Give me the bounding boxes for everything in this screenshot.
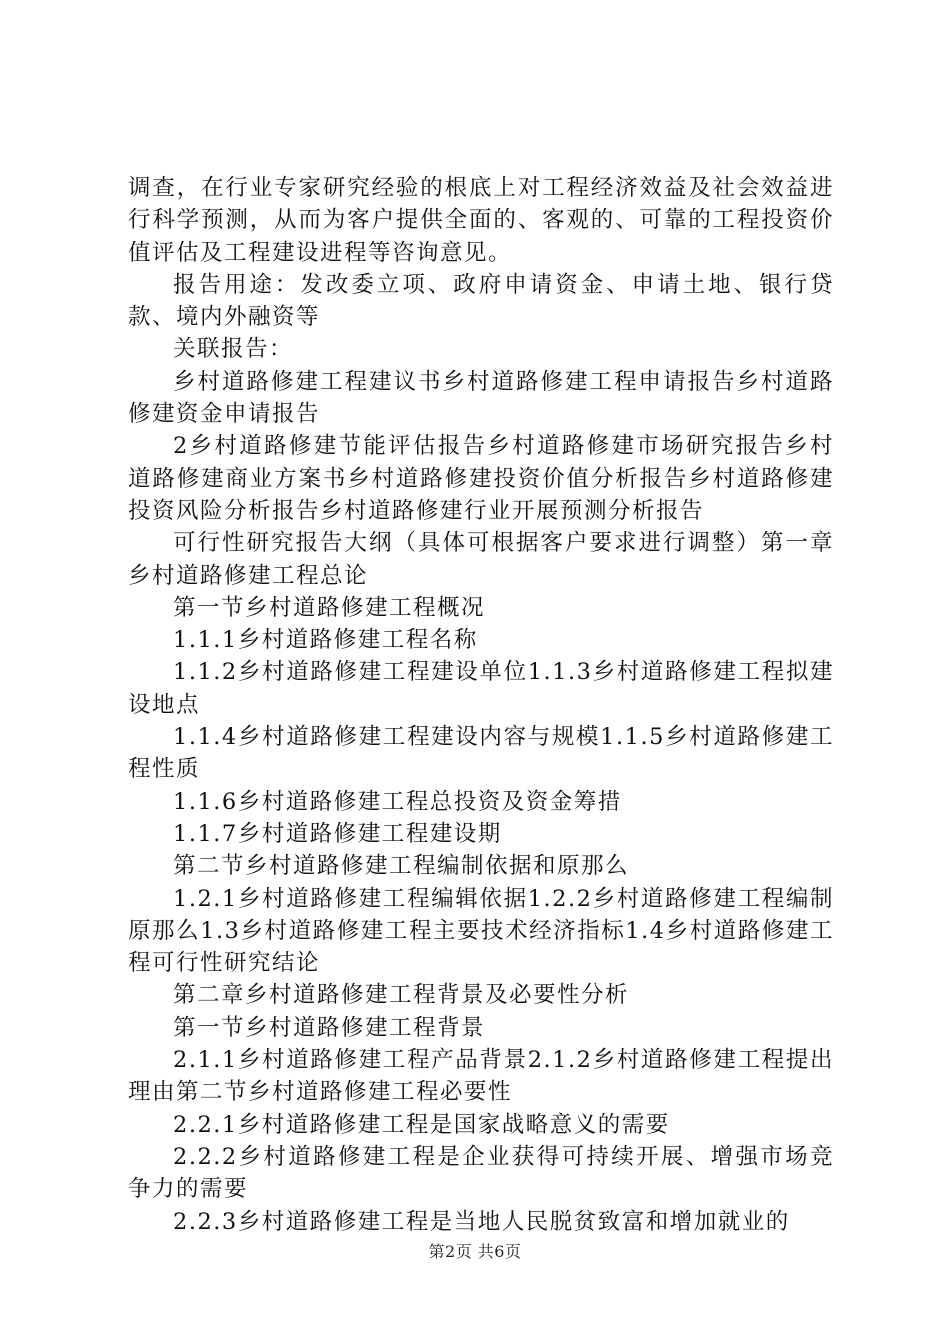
paragraph: 1.1.6乡村道路修建工程总投资及资金筹措 (173, 788, 622, 815)
section-heading: 第一节乡村道路修建工程背景 (173, 1014, 486, 1041)
paragraph: 1.1.4乡村道路修建工程建设内容与规模1.1.5乡村道路修建工程性质 (128, 724, 834, 783)
paragraph: 1.2.1乡村道路修建工程编辑依据1.2.2乡村道路修建工程编制原那么1.3乡村道路修建工程主要技术经济指标1.4乡村道路修建工程可行性研究结论 (128, 885, 834, 977)
chapter-heading: 第二章乡村道路修建工程背景及必要性分析 (173, 982, 630, 1009)
paragraph: 乡村道路修建工程建议书乡村道路修建工程申请报告乡村道路修建资金申请报告 (128, 368, 834, 428)
paragraph: 2乡村道路修建节能评估报告乡村道路修建市场研究报告乡村道路修建商业方案书乡村道路修建投资价值分析报告乡村道路修建投资风险分析报告乡村道路修建行业开展预测分析报告 (128, 433, 834, 524)
paragraph: 调查，在行业专家研究经验的根底上对工程经济效益及社会效益进行科学预测，从而为客户提供全面的、客观的、可靠的工程投资价值评估及工程建设进程等咨询意见。 (128, 175, 834, 266)
paragraph: 2.2.1乡村道路修建工程是国家战略意义的需要 (173, 1111, 670, 1138)
paragraph: 1.1.1乡村道路修建工程名称 (173, 627, 478, 654)
paragraph: 2.1.1乡村道路修建工程产品背景2.1.2乡村道路修建工程提出理由第二节乡村道路修建工程必要性 (128, 1047, 834, 1106)
section-heading: 第二节乡村道路修建工程编制依据和原那么 (173, 853, 630, 880)
paragraph: 可行性研究报告大纲（具体可根据客户要求进行调整）第一章乡村道路修建工程总论 (128, 530, 834, 589)
paragraph: 2.2.2乡村道路修建工程是企业获得可持续开展、增强市场竞争力的需要 (128, 1143, 834, 1203)
paragraph: 关联报告： (173, 336, 294, 363)
document-body (128, 172, 834, 1238)
paragraph: 1.1.7乡村道路修建工程建设期 (173, 820, 502, 847)
section-heading: 第一节乡村道路修建工程概况 (173, 594, 486, 621)
paragraph: 1.1.2乡村道路修建工程建设单位1.1.3乡村道路修建工程拟建设地点 (128, 659, 834, 718)
paragraph: 2.2.3乡村道路修建工程是当地人民脱贫致富和增加就业的 (173, 1208, 790, 1235)
page-number-footer: 第2页 共6页 (428, 1242, 522, 1261)
paragraph: 报告用途：发改委立项、政府申请资金、申请土地、银行贷款、境内外融资等 (128, 271, 834, 331)
